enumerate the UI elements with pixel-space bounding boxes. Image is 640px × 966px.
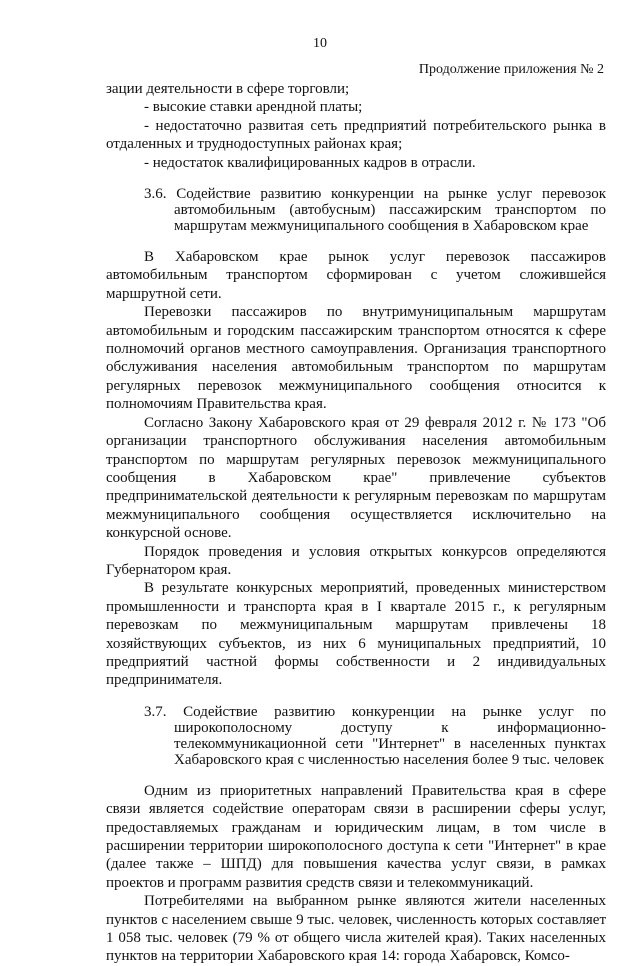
intro-line: зации деятельности в сфере торговли; [106,81,350,97]
page-number: 10 [313,36,327,51]
paragraph: В результате конкурсных мероприятий, проведенных министерством промышленности и транспорта края в I квартале 2015 г., к регулярным перевозкам по межмуниципальным маршрутам привлечены 18 хозяйствующих субъектов, из них 6 муниципальных предприятий, 10 предприятий частной формы собственности и 2 индивидуальных предпринимателя. [106,580,606,689]
paragraph: Потребителями на выбранном рынке являются жители населенных пунктов с населением свыше 9 тыс. человек, численность которых составляет 1 058 тыс. человек (79 % от общего числа жителей края). Таких населенных пунктов на территории Хабаровского края 14: города Хабаровск, Комсо- [106,893,606,965]
paragraph: Согласно Закону Хабаровского края от 29 февраля 2012 г. № 173 "Об организации транспортного обслуживания населения автомобильным транспортом по маршрутам регулярных перевозок межмуниципального сообщения в Хабаровском крае" привлечение субъектов предпринимательской деятельности к регулярным перевозкам по маршрутам межмуниципального сообщения осуществляется исключительно на конкурсной основе. [106,414,606,542]
section-heading-3-7: 3.7. Содействие развитию конкуренции на рынке услуг по широкополосному доступу к информационно-телекоммуникационной сети "Интернет" в населенных пунктах Хабаровского края с численностью населения более 9 тыс. человек [144,703,606,768]
list-item: - недостаток квалифицированных кадров в отрасли. [144,154,476,171]
list-item: - недостаточно развитая сеть предприятий потребительского рынка в отдаленных и труднодоступных районах края; [106,117,606,153]
document-body [106,80,606,966]
paragraph: Порядок проведения и условия открытых конкурсов определяются Губернатором края. [106,543,606,578]
list-item: - высокие ставки арендной платы; [144,99,363,116]
paragraph: В Хабаровском крае рынок услуг перевозок пассажиров автомобильным транспортом сформирован с учетом сложившейся маршрутной сети. [106,249,606,302]
paragraph: Перевозки пассажиров по внутримуниципальным маршрутам автомобильным и городским пассажирским транспортом относятся к сфере полномочий органов местного самоуправления. Организация транспортного обслуживания населения автомобильным транспортом по маршрутам регулярных перевозок межмуниципального сообщения относится к полномочиям Правительства края. [106,304,606,413]
appendix-label: Продолжение приложения № 2 [418,62,604,77]
paragraph: Одним из приоритетных направлений Правительства края в сфере связи является содействие операторам связи в расширении сферы услуг, предоставляемых гражданам и юридическим лицам, в том числе в расширении территории широкополосного доступа к сети "Интернет" в крае (далее также – ШПД) для повышения качества услуг связи, в рамках проектов и программ развития средств связи и телекоммуникаций. [106,782,606,891]
section-heading-3-6: 3.6. Содействие развитию конкуренции на рынке услуг перевозок автомобильным (автобусным) пассажирским транспортом по маршрутам межмуниципального сообщения в Хабаровском крае [144,186,606,235]
